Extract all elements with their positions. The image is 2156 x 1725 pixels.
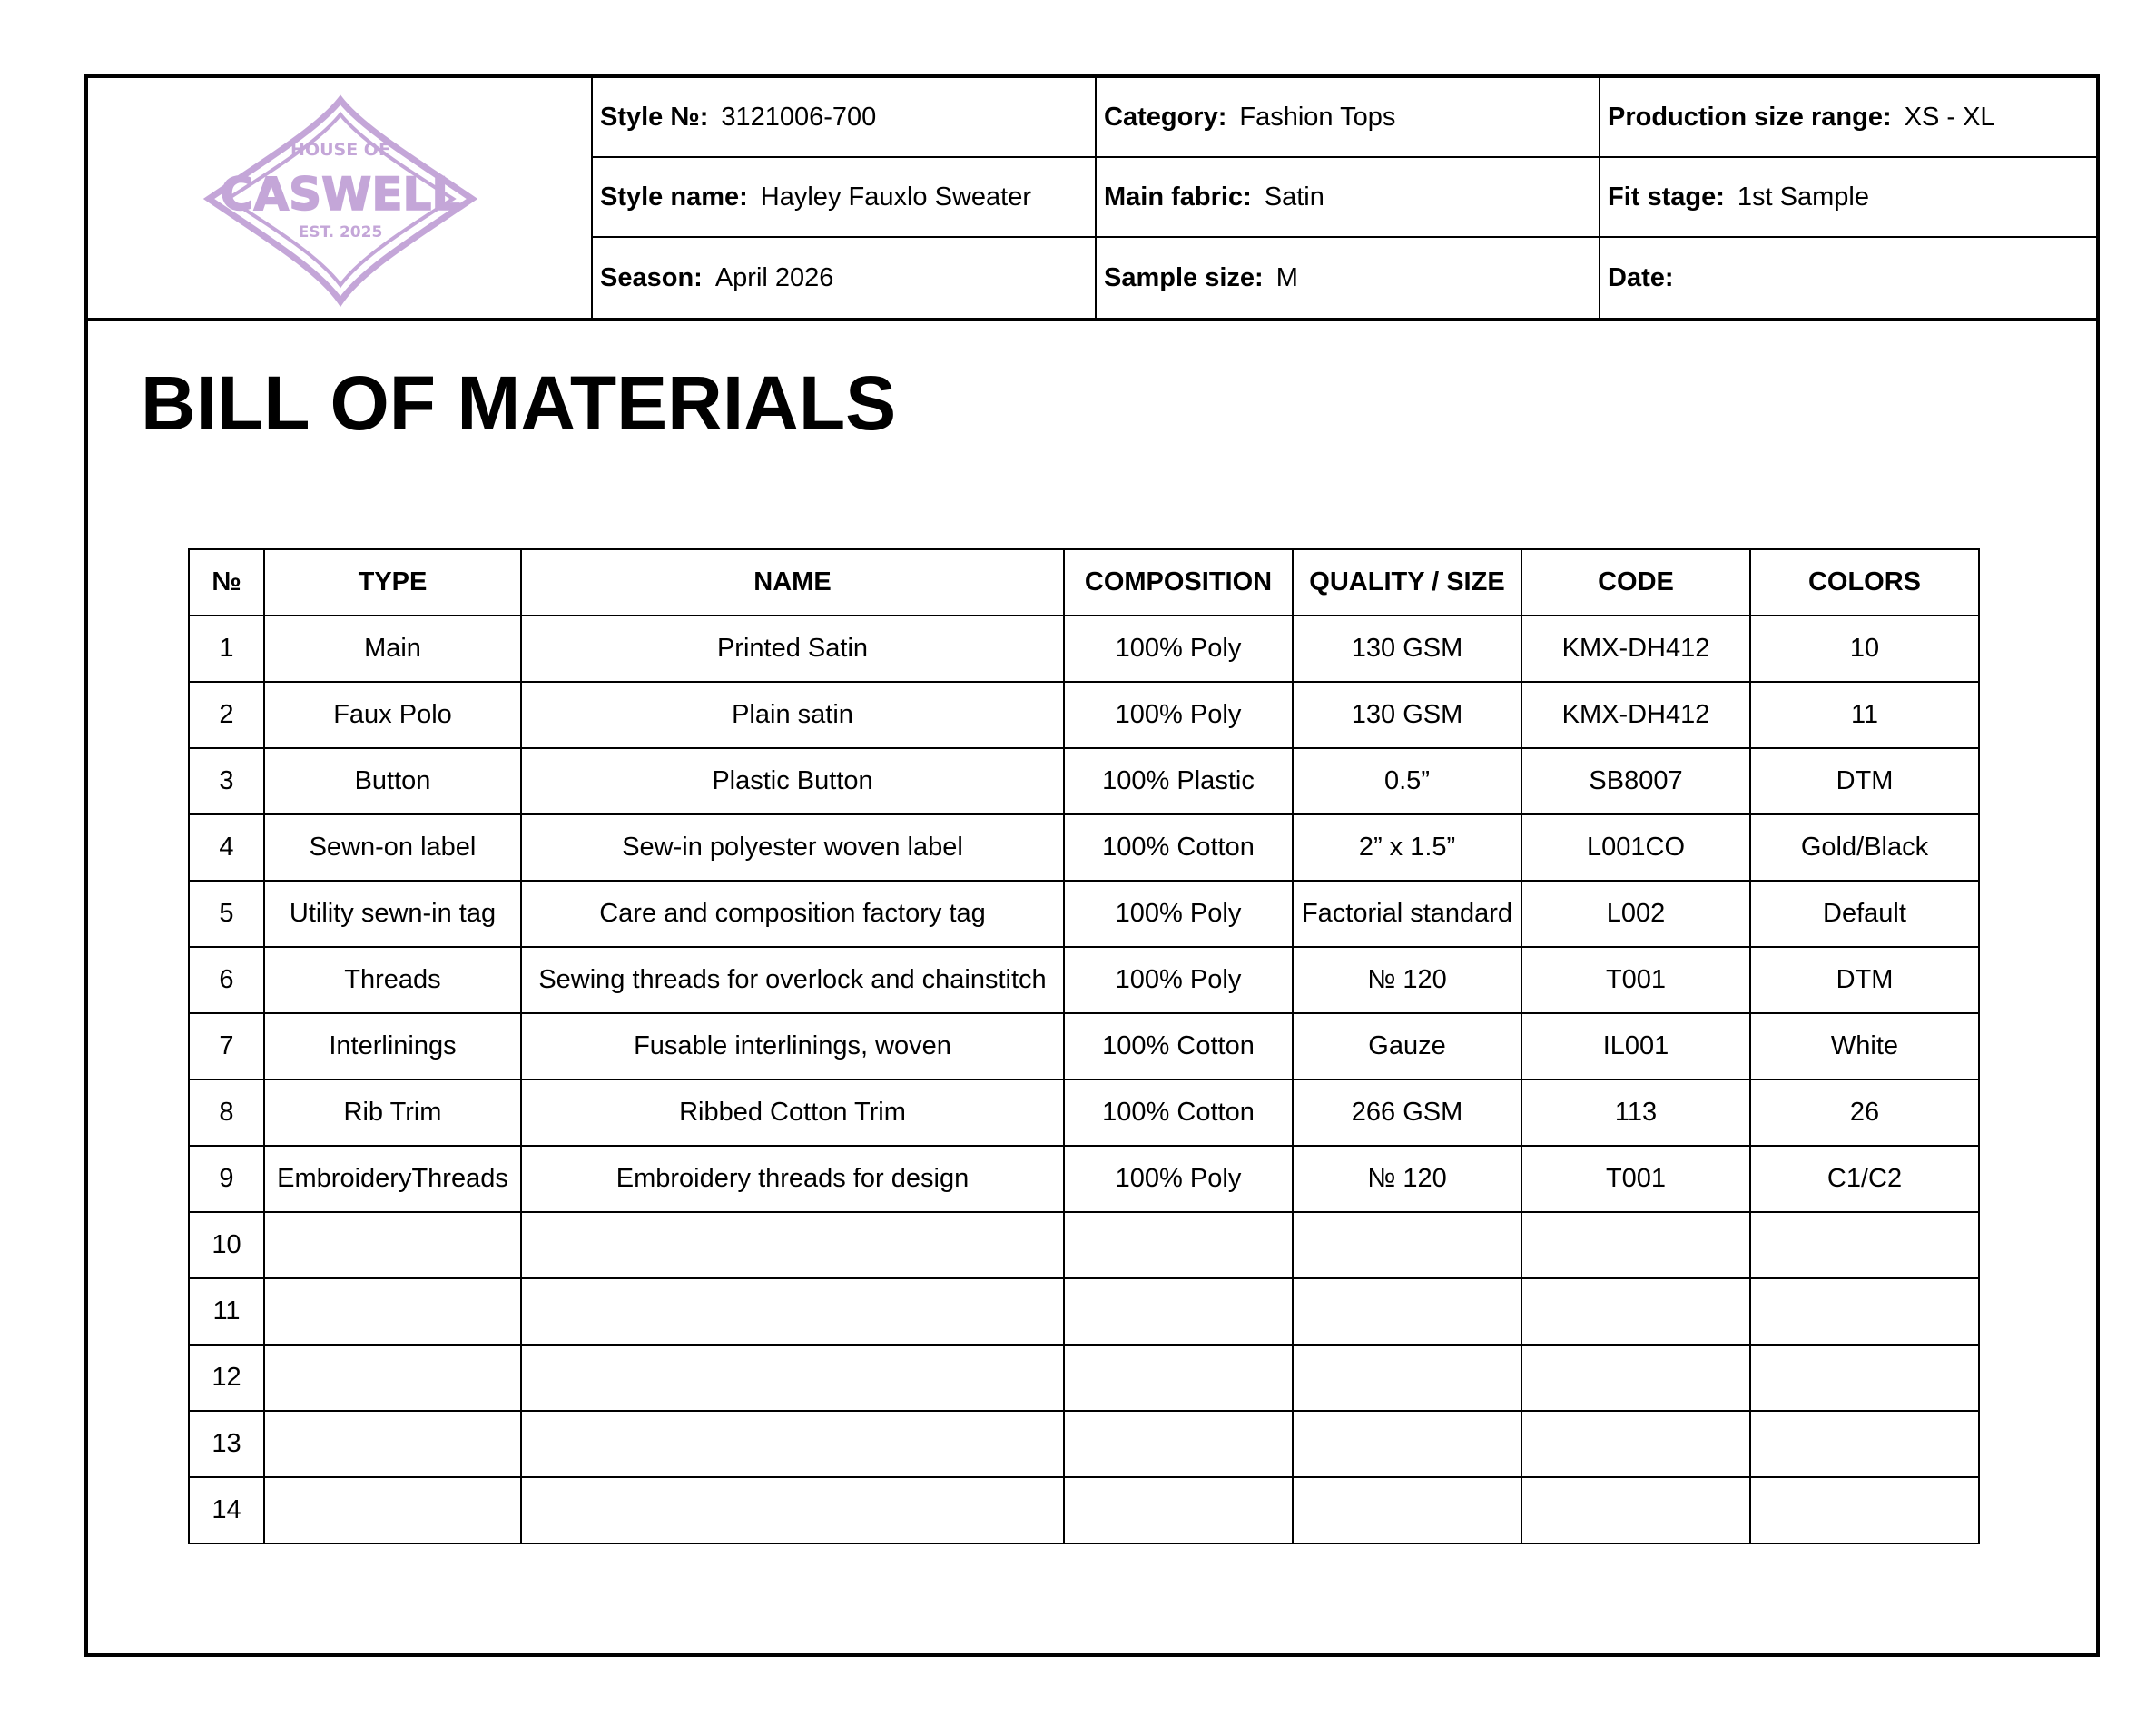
cell-name: Plastic Button — [521, 748, 1064, 814]
cell-name: Fusable interlinings, woven — [521, 1013, 1064, 1079]
cell-colors: C1/C2 — [1750, 1146, 1979, 1212]
cell-type: Button — [264, 748, 521, 814]
bill-of-materials-table — [188, 548, 1980, 1544]
cell-name — [521, 1278, 1064, 1345]
season-label: Season: — [600, 262, 703, 292]
cell-quality-size: № 120 — [1293, 1146, 1521, 1212]
cell-quality-size: Factorial standard — [1293, 881, 1521, 947]
season-cell — [593, 238, 1097, 318]
cell-quality-size: 2” x 1.5” — [1293, 814, 1521, 881]
main-fabric-label: Main fabric: — [1104, 182, 1252, 212]
cell-colors — [1750, 1345, 1979, 1411]
cell-quality-size: № 120 — [1293, 947, 1521, 1013]
table-row — [189, 1411, 1979, 1477]
table-row — [189, 947, 1979, 1013]
cell-colors: 26 — [1750, 1079, 1979, 1146]
document-frame — [84, 74, 2100, 1657]
cell-quality-size: 130 GSM — [1293, 682, 1521, 748]
table-row — [189, 1345, 1979, 1411]
sample-size-value: M — [1275, 262, 1298, 292]
cell-quality-size: 0.5” — [1293, 748, 1521, 814]
cell-code — [1521, 1411, 1750, 1477]
cell-code — [1521, 1477, 1750, 1543]
cell-number: 13 — [189, 1411, 264, 1477]
cell-code: L001CO — [1521, 814, 1750, 881]
cell-name: Ribbed Cotton Trim — [521, 1079, 1064, 1146]
header-block — [88, 78, 2096, 321]
cell-composition: 100% Poly — [1064, 682, 1293, 748]
cell-composition — [1064, 1345, 1293, 1411]
cell-colors: Gold/Black — [1750, 814, 1979, 881]
column-header: NAME — [521, 549, 1064, 616]
cell-quality-size — [1293, 1212, 1521, 1278]
season-value: April 2026 — [714, 262, 834, 292]
cell-name — [521, 1345, 1064, 1411]
cell-colors — [1750, 1278, 1979, 1345]
cell-quality-size — [1293, 1411, 1521, 1477]
cell-name: Printed Satin — [521, 616, 1064, 682]
column-header: CODE — [1521, 549, 1750, 616]
cell-type: Utility sewn-in tag — [264, 881, 521, 947]
sample-size-cell — [1097, 238, 1600, 318]
cell-code: L002 — [1521, 881, 1750, 947]
cell-type: Rib Trim — [264, 1079, 521, 1146]
cell-code — [1521, 1278, 1750, 1345]
cell-quality-size: Gauze — [1293, 1013, 1521, 1079]
table-row — [189, 1278, 1979, 1345]
cell-colors: 10 — [1750, 616, 1979, 682]
cell-composition — [1064, 1278, 1293, 1345]
cell-number: 8 — [189, 1079, 264, 1146]
cell-composition: 100% Cotton — [1064, 1079, 1293, 1146]
logo-cell — [88, 78, 593, 318]
style-info-grid — [593, 78, 2096, 318]
cell-colors: Default — [1750, 881, 1979, 947]
cell-number: 4 — [189, 814, 264, 881]
page-title: BILL OF MATERIALS — [141, 360, 897, 446]
cell-type — [264, 1212, 521, 1278]
cell-type — [264, 1411, 521, 1477]
category-label: Category: — [1104, 102, 1227, 132]
cell-number: 11 — [189, 1278, 264, 1345]
category-cell — [1097, 78, 1600, 158]
cell-type — [264, 1345, 521, 1411]
cell-quality-size: 266 GSM — [1293, 1079, 1521, 1146]
cell-type: Main — [264, 616, 521, 682]
production-size-range-cell — [1600, 78, 2096, 158]
production-size-range-value: XS - XL — [1904, 102, 1995, 132]
cell-name: Sew-in polyester woven label — [521, 814, 1064, 881]
table-row — [189, 748, 1979, 814]
cell-name: Embroidery threads for design — [521, 1146, 1064, 1212]
cell-number: 14 — [189, 1477, 264, 1543]
style-name-value: Hayley Fauxlo Sweater — [760, 182, 1031, 212]
table-row — [189, 682, 1979, 748]
cell-number: 9 — [189, 1146, 264, 1212]
cell-code: 113 — [1521, 1079, 1750, 1146]
table-row — [189, 1013, 1979, 1079]
cell-code: IL001 — [1521, 1013, 1750, 1079]
cell-type: Threads — [264, 947, 521, 1013]
cell-number: 6 — [189, 947, 264, 1013]
cell-number: 12 — [189, 1345, 264, 1411]
main-fabric-cell — [1097, 158, 1600, 238]
cell-code: KMX-DH412 — [1521, 682, 1750, 748]
cell-code: KMX-DH412 — [1521, 616, 1750, 682]
cell-name — [521, 1212, 1064, 1278]
cell-composition: 100% Plastic — [1064, 748, 1293, 814]
cell-composition — [1064, 1411, 1293, 1477]
cell-colors: DTM — [1750, 947, 1979, 1013]
cell-composition: 100% Poly — [1064, 881, 1293, 947]
cell-composition: 100% Cotton — [1064, 1013, 1293, 1079]
logo-text-bottom: EST. 2025 — [298, 223, 383, 242]
cell-type: EmbroideryThreads — [264, 1146, 521, 1212]
cell-number: 7 — [189, 1013, 264, 1079]
column-header: COLORS — [1750, 549, 1979, 616]
cell-colors — [1750, 1477, 1979, 1543]
cell-name: Sewing threads for overlock and chainstitch — [521, 947, 1064, 1013]
production-size-range-label: Production size range: — [1608, 102, 1892, 132]
cell-quality-size — [1293, 1345, 1521, 1411]
column-header: COMPOSITION — [1064, 549, 1293, 616]
cell-type — [264, 1278, 521, 1345]
table-row — [189, 814, 1979, 881]
style-name-cell — [593, 158, 1097, 238]
table-row — [189, 1146, 1979, 1212]
table-row — [189, 1079, 1979, 1146]
category-value: Fashion Tops — [1239, 102, 1396, 132]
style-number-label: Style №: — [600, 102, 709, 132]
fit-stage-cell — [1600, 158, 2096, 238]
fit-stage-value: 1st Sample — [1737, 182, 1869, 212]
cell-colors: DTM — [1750, 748, 1979, 814]
table-row — [189, 616, 1979, 682]
cell-type: Sewn-on label — [264, 814, 521, 881]
table-row — [189, 1212, 1979, 1278]
cell-number: 2 — [189, 682, 264, 748]
cell-number: 3 — [189, 748, 264, 814]
cell-number: 1 — [189, 616, 264, 682]
cell-quality-size — [1293, 1477, 1521, 1543]
cell-quality-size — [1293, 1278, 1521, 1345]
cell-code — [1521, 1345, 1750, 1411]
house-of-caswell-logo — [202, 94, 479, 307]
cell-code: SB8007 — [1521, 748, 1750, 814]
cell-name: Plain satin — [521, 682, 1064, 748]
cell-colors — [1750, 1212, 1979, 1278]
cell-type — [264, 1477, 521, 1543]
table-header-row — [189, 549, 1979, 616]
cell-name: Care and composition factory tag — [521, 881, 1064, 947]
style-number-cell — [593, 78, 1097, 158]
cell-composition: 100% Poly — [1064, 1146, 1293, 1212]
cell-code: T001 — [1521, 947, 1750, 1013]
logo-text-main: CASWELL — [220, 168, 461, 221]
cell-composition — [1064, 1212, 1293, 1278]
logo-text-top: HOUSE OF — [290, 140, 390, 160]
cell-number: 10 — [189, 1212, 264, 1278]
cell-number: 5 — [189, 881, 264, 947]
cell-composition — [1064, 1477, 1293, 1543]
cell-colors: 11 — [1750, 682, 1979, 748]
column-header: № — [189, 549, 264, 616]
table-row — [189, 881, 1979, 947]
cell-composition: 100% Poly — [1064, 616, 1293, 682]
table-body — [189, 616, 1979, 1543]
date-cell — [1600, 238, 2096, 318]
cell-composition: 100% Poly — [1064, 947, 1293, 1013]
cell-type: Faux Polo — [264, 682, 521, 748]
cell-colors — [1750, 1411, 1979, 1477]
cell-code — [1521, 1212, 1750, 1278]
cell-code: T001 — [1521, 1146, 1750, 1212]
cell-name — [521, 1411, 1064, 1477]
cell-composition: 100% Cotton — [1064, 814, 1293, 881]
cell-name — [521, 1477, 1064, 1543]
column-header: QUALITY / SIZE — [1293, 549, 1521, 616]
sample-size-label: Sample size: — [1104, 262, 1264, 292]
main-fabric-value: Satin — [1264, 182, 1324, 212]
style-number-value: 3121006-700 — [721, 102, 877, 132]
table-row — [189, 1477, 1979, 1543]
column-header: TYPE — [264, 549, 521, 616]
fit-stage-label: Fit stage: — [1608, 182, 1725, 212]
cell-type: Interlinings — [264, 1013, 521, 1079]
style-name-label: Style name: — [600, 182, 748, 212]
cell-colors: White — [1750, 1013, 1979, 1079]
cell-quality-size: 130 GSM — [1293, 616, 1521, 682]
date-label: Date: — [1608, 262, 1674, 292]
